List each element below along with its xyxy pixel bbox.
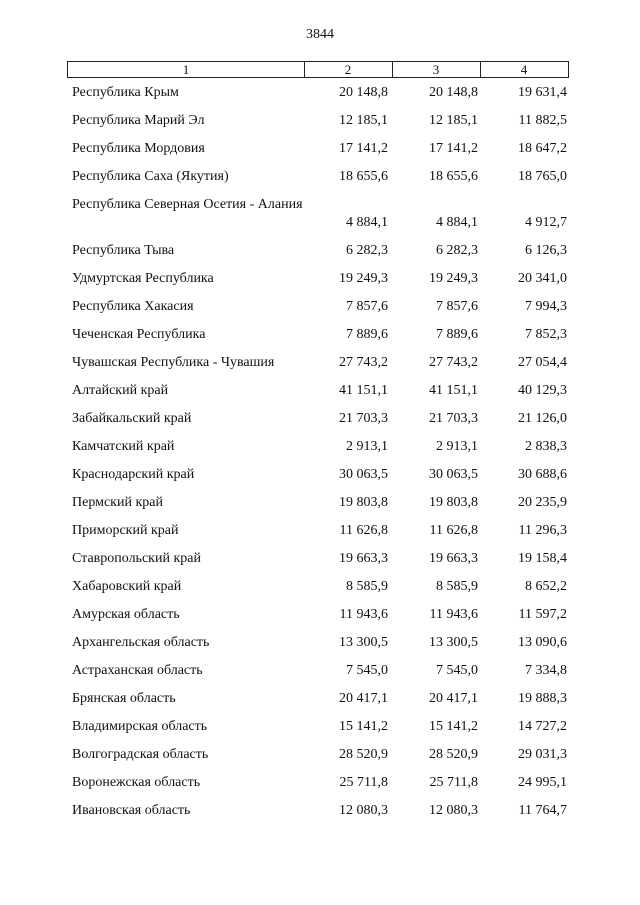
value-column-2: 25 711,8 bbox=[339, 775, 388, 790]
value-column-2: 28 520,9 bbox=[339, 747, 388, 762]
value-column-4: 24 995,1 bbox=[518, 775, 567, 790]
value-column-4: 7 994,3 bbox=[525, 299, 567, 314]
value-column-3: 11 626,8 bbox=[429, 523, 478, 538]
region-name: Ставропольский край bbox=[72, 551, 201, 566]
value-column-4: 18 647,2 bbox=[518, 141, 567, 156]
value-column-2: 6 282,3 bbox=[346, 243, 388, 258]
region-name: Республика Хакасия bbox=[72, 299, 194, 314]
value-column-4: 40 129,3 bbox=[518, 383, 567, 398]
region-name: Краснодарский край bbox=[72, 467, 195, 482]
table-row bbox=[0, 382, 640, 410]
value-column-3: 41 151,1 bbox=[429, 383, 478, 398]
value-column-4: 4 912,7 bbox=[525, 215, 567, 230]
region-name: Республика Крым bbox=[72, 85, 179, 100]
region-name: Пермский край bbox=[72, 495, 163, 510]
region-name: Волгоградская область bbox=[72, 747, 209, 762]
table-row bbox=[0, 298, 640, 326]
value-column-3: 19 803,8 bbox=[429, 495, 478, 510]
table-row bbox=[0, 690, 640, 718]
value-column-4: 11 764,7 bbox=[518, 803, 567, 818]
region-name: Республика Саха (Якутия) bbox=[72, 169, 229, 184]
value-column-3: 17 141,2 bbox=[429, 141, 478, 156]
value-column-3: 4 884,1 bbox=[436, 215, 478, 230]
value-column-2: 27 743,2 bbox=[339, 355, 388, 370]
region-name: Чеченская Республика bbox=[72, 327, 206, 342]
value-column-3: 30 063,5 bbox=[429, 467, 478, 482]
region-name: Алтайский край bbox=[72, 383, 169, 398]
table-row bbox=[0, 578, 640, 606]
value-column-2: 41 151,1 bbox=[339, 383, 388, 398]
table-row bbox=[0, 718, 640, 746]
table-row bbox=[0, 168, 640, 196]
value-column-2: 20 417,1 bbox=[339, 691, 388, 706]
region-name: Ивановская область bbox=[72, 803, 191, 818]
value-column-2: 12 185,1 bbox=[339, 113, 388, 128]
value-column-4: 19 888,3 bbox=[518, 691, 567, 706]
value-column-3: 21 703,3 bbox=[429, 411, 478, 426]
value-column-3: 20 148,8 bbox=[429, 85, 478, 100]
table-row bbox=[0, 112, 640, 140]
table-row bbox=[0, 634, 640, 662]
value-column-3: 19 249,3 bbox=[429, 271, 478, 286]
region-name: Амурская область bbox=[72, 607, 180, 622]
table-row bbox=[0, 84, 640, 112]
table-row bbox=[0, 270, 640, 298]
table-row bbox=[0, 550, 640, 578]
value-column-2: 11 943,6 bbox=[339, 607, 388, 622]
value-column-2: 17 141,2 bbox=[339, 141, 388, 156]
region-name: Хабаровский край bbox=[72, 579, 182, 594]
value-column-3: 28 520,9 bbox=[429, 747, 478, 762]
value-column-2: 8 585,9 bbox=[346, 579, 388, 594]
value-column-4: 20 341,0 bbox=[518, 271, 567, 286]
table-row bbox=[0, 466, 640, 494]
value-column-3: 25 711,8 bbox=[429, 775, 478, 790]
value-column-3: 7 545,0 bbox=[436, 663, 478, 678]
value-column-3: 7 857,6 bbox=[436, 299, 478, 314]
value-column-3: 2 913,1 bbox=[436, 439, 478, 454]
region-name: Владимирская область bbox=[72, 719, 208, 734]
value-column-2: 7 889,6 bbox=[346, 327, 388, 342]
region-name: Республика Мордовия bbox=[72, 141, 205, 156]
value-column-3: 12 080,3 bbox=[429, 803, 478, 818]
value-column-4: 18 765,0 bbox=[518, 169, 567, 184]
value-column-4: 29 031,3 bbox=[518, 747, 567, 762]
value-column-2: 30 063,5 bbox=[339, 467, 388, 482]
region-name: Камчатский край bbox=[72, 439, 175, 454]
value-column-3: 11 943,6 bbox=[429, 607, 478, 622]
region-name: Астраханская область bbox=[72, 663, 203, 678]
table-row bbox=[0, 196, 640, 242]
value-column-4: 11 296,3 bbox=[518, 523, 567, 538]
table-row bbox=[0, 326, 640, 354]
page-number: 3844 bbox=[306, 27, 334, 42]
region-name: Республика Марий Эл bbox=[72, 113, 205, 128]
table-row bbox=[0, 606, 640, 634]
column-header-3: 3 bbox=[392, 62, 481, 77]
region-name: Архангельская область bbox=[72, 635, 210, 650]
table-row bbox=[0, 410, 640, 438]
table-row bbox=[0, 354, 640, 382]
value-column-2: 12 080,3 bbox=[339, 803, 388, 818]
value-column-4: 20 235,9 bbox=[518, 495, 567, 510]
value-column-3: 19 663,3 bbox=[429, 551, 478, 566]
value-column-2: 2 913,1 bbox=[346, 439, 388, 454]
value-column-2: 15 141,2 bbox=[339, 719, 388, 734]
table-row bbox=[0, 774, 640, 802]
value-column-4: 14 727,2 bbox=[518, 719, 567, 734]
value-column-4: 6 126,3 bbox=[525, 243, 567, 258]
value-column-4: 8 652,2 bbox=[525, 579, 567, 594]
table-row bbox=[0, 746, 640, 774]
table-row bbox=[0, 242, 640, 270]
value-column-3: 8 585,9 bbox=[436, 579, 478, 594]
value-column-3: 6 282,3 bbox=[436, 243, 478, 258]
value-column-4: 2 838,3 bbox=[525, 439, 567, 454]
value-column-3: 20 417,1 bbox=[429, 691, 478, 706]
value-column-3: 12 185,1 bbox=[429, 113, 478, 128]
table-row bbox=[0, 662, 640, 690]
value-column-2: 19 663,3 bbox=[339, 551, 388, 566]
region-name: Забайкальский край bbox=[72, 411, 192, 426]
region-name: Брянская область bbox=[72, 691, 176, 706]
value-column-2: 18 655,6 bbox=[339, 169, 388, 184]
value-column-2: 19 249,3 bbox=[339, 271, 388, 286]
region-name: Республика Тыва bbox=[72, 243, 175, 258]
region-name: Приморский край bbox=[72, 523, 179, 538]
value-column-4: 19 158,4 bbox=[518, 551, 567, 566]
value-column-4: 21 126,0 bbox=[518, 411, 567, 426]
column-header-4: 4 bbox=[520, 62, 528, 77]
value-column-3: 13 300,5 bbox=[429, 635, 478, 650]
table-row bbox=[0, 438, 640, 466]
table-row bbox=[0, 522, 640, 550]
value-column-2: 20 148,8 bbox=[339, 85, 388, 100]
value-column-4: 27 054,4 bbox=[518, 355, 567, 370]
value-column-4: 11 597,2 bbox=[518, 607, 567, 622]
table-row bbox=[0, 494, 640, 522]
value-column-3: 7 889,6 bbox=[436, 327, 478, 342]
column-header-2: 2 bbox=[304, 62, 393, 77]
value-column-2: 11 626,8 bbox=[339, 523, 388, 538]
value-column-4: 7 334,8 bbox=[525, 663, 567, 678]
region-name: Удмуртская Республика bbox=[72, 271, 214, 286]
region-name: Воронежская область bbox=[72, 775, 201, 790]
value-column-4: 30 688,6 bbox=[518, 467, 567, 482]
value-column-2: 21 703,3 bbox=[339, 411, 388, 426]
region-name: Чувашская Республика - Чувашия bbox=[72, 355, 275, 370]
column-header-1: 1 bbox=[68, 62, 305, 77]
value-column-4: 11 882,5 bbox=[518, 113, 567, 128]
value-column-3: 27 743,2 bbox=[429, 355, 478, 370]
value-column-4: 7 852,3 bbox=[525, 327, 567, 342]
value-column-3: 18 655,6 bbox=[429, 169, 478, 184]
table-row bbox=[0, 140, 640, 168]
value-column-2: 7 857,6 bbox=[346, 299, 388, 314]
value-column-3: 15 141,2 bbox=[429, 719, 478, 734]
value-column-4: 19 631,4 bbox=[518, 85, 567, 100]
region-name: Республика Северная Осетия - Алания bbox=[72, 197, 303, 212]
value-column-2: 13 300,5 bbox=[339, 635, 388, 650]
table-body bbox=[0, 84, 640, 830]
value-column-2: 7 545,0 bbox=[346, 663, 388, 678]
value-column-2: 19 803,8 bbox=[339, 495, 388, 510]
table-row bbox=[0, 802, 640, 830]
value-column-2: 4 884,1 bbox=[346, 215, 388, 230]
value-column-4: 13 090,6 bbox=[518, 635, 567, 650]
table-header bbox=[67, 61, 569, 78]
